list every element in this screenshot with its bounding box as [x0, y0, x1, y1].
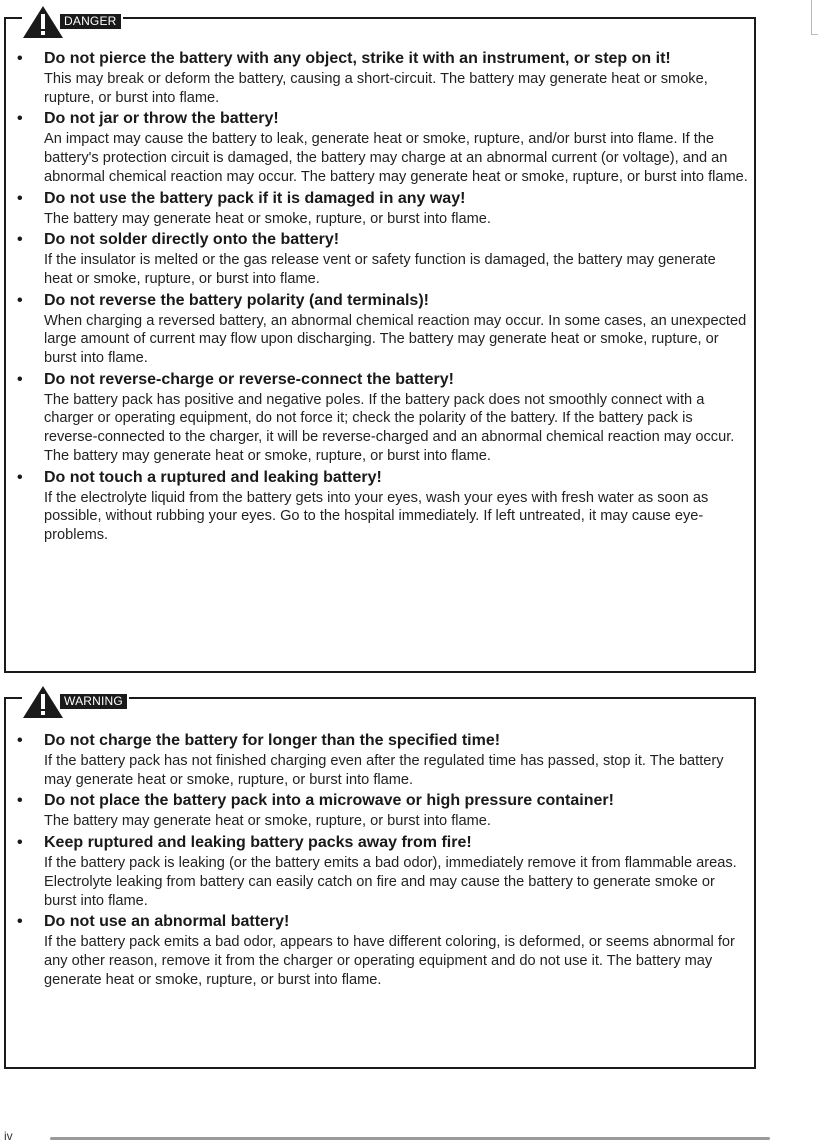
warning-label	[22, 685, 129, 719]
bullet: •	[17, 732, 23, 749]
bullet: •	[17, 50, 23, 67]
danger-item-body: An impact may cause the battery to leak, generate heat or smoke, rupture, and/or burst into flame. If the battery's protection circuit is damaged, the battery may charge at an abnormal current (or voltage), and an abnormal chemical reaction may occur. The battery may generate heat or smoke, rupture, or burst into flame.	[44, 131, 748, 185]
danger-item-title: Do not solder directly onto the battery!	[44, 231, 340, 249]
danger-item	[14, 49, 748, 107]
danger-item	[14, 189, 748, 229]
warning-item-body: The battery may generate heat or smoke, rupture, or burst into flame.	[44, 813, 491, 830]
warning-item-body: If the battery pack is leaking (or the battery emits a bad odor), immediately remove it from flammable areas. Electrolyte leaking from battery can easily catch on fire and may cause the battery to generate smoke or burst into flame.	[44, 855, 737, 909]
bullet: •	[17, 834, 23, 852]
danger-item	[14, 291, 748, 368]
danger-item-title: Do not touch a ruptured and leaking battery!	[44, 468, 382, 486]
warning-item	[14, 833, 748, 910]
danger-item-body: If the electrolyte liquid from the battery gets into your eyes, wash your eyes with fresh water as soon as possible, without rubbing your eyes. Go to the hospital immediately. If left untreated, it may cause eye-problems.	[44, 489, 709, 543]
danger-item-body: The battery may generate heat or smoke, rupture, or burst into flame.	[44, 210, 491, 227]
danger-item-title: Do not reverse the battery polarity (and terminals)!	[44, 291, 429, 309]
bullet: •	[17, 468, 23, 486]
bullet: •	[17, 231, 23, 249]
warning-label-text: WARNING	[60, 694, 127, 709]
warning-item	[14, 791, 748, 831]
danger-item-body: This may break or deform the battery, causing a short-circuit. The battery may generate heat or smoke, rupture, or burst into flame.	[44, 71, 708, 106]
warning-item	[14, 912, 748, 989]
page-number: iv	[4, 1129, 13, 1143]
warning-items	[14, 731, 748, 991]
bullet: •	[17, 291, 23, 309]
warning-section	[4, 694, 756, 1069]
bullet: •	[17, 189, 23, 207]
warning-triangle-icon	[22, 5, 64, 39]
page-edge-mark	[811, 0, 818, 35]
danger-item-title: Do not use the battery pack if it is damaged in any way!	[44, 189, 466, 207]
danger-item	[14, 468, 748, 545]
danger-item-body: If the insulator is melted or the gas release vent or safety function is damaged, the battery may generate heat or smoke, rupture, or burst into flame.	[44, 252, 716, 287]
warning-item-title: Do not place the battery pack into a microwave or high pressure container!	[44, 792, 614, 810]
warning-triangle-icon	[22, 685, 64, 719]
danger-item-title: Do not pierce the battery with any object, strike it with an instrument, or step on it!	[44, 50, 671, 67]
danger-item	[14, 370, 748, 466]
danger-label	[22, 5, 123, 39]
warning-item-body: If the battery pack emits a bad odor, appears to have different coloring, is deformed, or seems abnormal for any other reason, remove it from the charger or operating equipment and do not use it. The battery may generate heat or smoke, rupture, or burst into flame.	[44, 934, 735, 988]
bullet: •	[17, 792, 23, 810]
warning-item-body: If the battery pack has not finished charging even after the regulated time has passed, stop it. The battery may generate heat or smoke, rupture, or burst into flame.	[44, 753, 724, 788]
bullet: •	[17, 370, 23, 388]
bullet: •	[17, 110, 23, 128]
warning-item-title: Keep ruptured and leaking battery packs away from fire!	[44, 834, 472, 852]
danger-item-title: Do not jar or throw the battery!	[44, 110, 279, 128]
warning-item	[14, 731, 748, 789]
bullet: •	[17, 913, 23, 931]
danger-item-body: When charging a reversed battery, an abnormal chemical reaction may occur. In some cases, an unexpected large amount of current may flow upon discharging. The battery may generate heat or smoke, rupture, or burst into flame.	[44, 312, 747, 367]
danger-item	[14, 230, 748, 288]
danger-label-text: DANGER	[60, 14, 121, 29]
danger-item	[14, 109, 748, 186]
danger-section	[4, 14, 756, 673]
danger-item-title: Do not reverse-charge or reverse-connect the battery!	[44, 370, 454, 388]
danger-item-body: The battery pack has positive and negative poles. If the battery pack does not smoothly connect with a charger or operating equipment, do not force it; check the polarity of the battery. If the battery pack is reverse-connected to the charger, it will be reverse-charged and an abnormal chemical reaction may occur. The battery may generate heat or smoke, rupture, or burst into flame.	[44, 391, 735, 464]
danger-items	[14, 49, 748, 547]
warning-item-title: Do not use an abnormal battery!	[44, 913, 290, 931]
warning-item-title: Do not charge the battery for longer than the specified time!	[44, 732, 501, 749]
footer-rule	[50, 1137, 770, 1140]
